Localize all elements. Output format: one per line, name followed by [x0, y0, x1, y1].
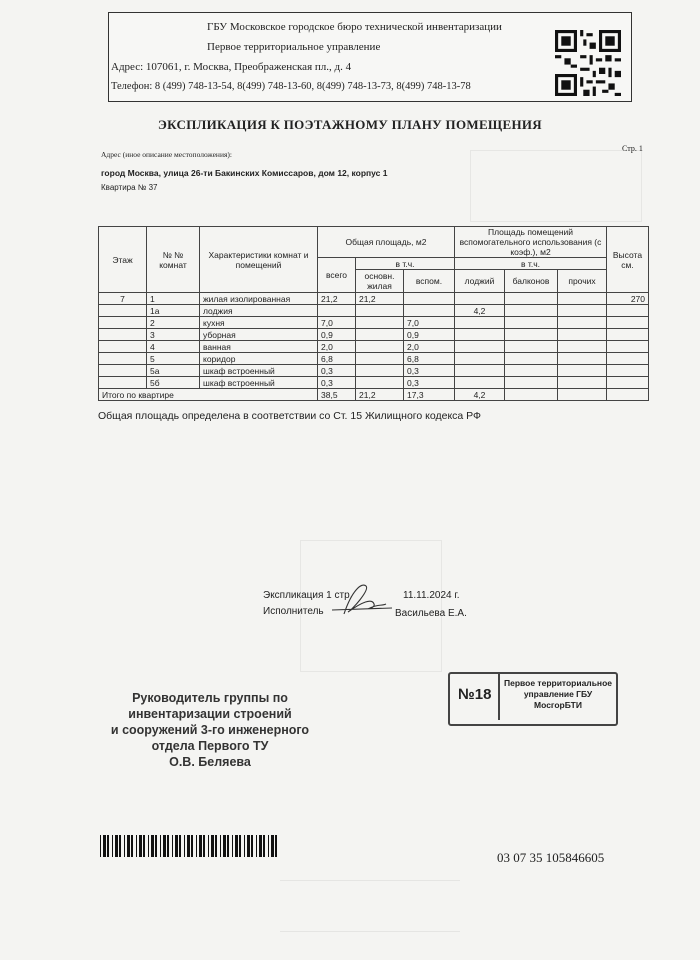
table-row: 5а шкаф встроенный 0,3 0,3 — [99, 365, 649, 377]
header-height: Высота см. — [607, 227, 649, 293]
header-aux-area: Площадь помещений вспомогательного использования (с коэф.), м2 — [455, 227, 607, 258]
explication-table — [98, 226, 649, 401]
sign-date: 11.11.2024 г. — [403, 590, 460, 601]
header-total-area: Общая площадь, м2 — [318, 227, 455, 258]
stamp-number: №18 — [458, 686, 492, 703]
org-address: Адрес: 107061, г. Москва, Преображенская пл., д. 4 — [111, 61, 352, 73]
header-loggia: лоджий — [455, 270, 505, 293]
table-row: 5б шкаф встроенный 0,3 0,3 — [99, 377, 649, 389]
header-all: всего — [318, 258, 356, 293]
document-number: 03 07 35 105846605 — [497, 850, 605, 865]
org-name: ГБУ Московское городское бюро технической инвентаризации — [207, 21, 502, 33]
header-box — [108, 12, 632, 102]
qr-code-icon — [555, 30, 621, 96]
header-main: основн. жилая — [356, 270, 404, 293]
table-row: 5 коридор 6,8 6,8 — [99, 353, 649, 365]
office-stamp — [448, 672, 618, 726]
header-incl-aux: в т.ч. — [455, 258, 607, 270]
head-line: и сооружений 3-го инженерного — [110, 723, 310, 737]
document-title: ЭКСПЛИКАЦИЯ К ПОЭТАЖНОМУ ПЛАНУ ПОМЕЩЕНИЯ — [158, 117, 542, 132]
header-incl: в т.ч. — [356, 258, 455, 270]
page-label: Стр. 1 — [622, 144, 643, 153]
table-total-row: Итого по квартире 38,5 21,2 17,3 4,2 — [99, 389, 649, 401]
department-name: Первое территориальное управление — [207, 41, 381, 53]
header-characteristics: Характеристики комнат и помещений — [200, 227, 318, 293]
head-line: Руководитель группы по — [132, 691, 288, 705]
head-line: отдела Первого ТУ — [151, 739, 269, 753]
executor-name: Васильева Е.А. — [395, 608, 467, 619]
head-name: О.В. Беляева — [169, 755, 251, 769]
property-address: город Москва, улица 26-ти Бакинских Комиссаров, дом 12, корпус 1 — [101, 168, 388, 178]
header-floor: Этаж — [99, 227, 147, 293]
table-row: 4 ванная 2,0 2,0 — [99, 341, 649, 353]
bleed-through-artifact — [280, 880, 460, 932]
header-room-no: № № комнат — [147, 227, 200, 293]
table-row: 3 уборная 0,9 0,9 — [99, 329, 649, 341]
executor-label: Исполнитель — [263, 606, 324, 617]
head-line: инвентаризации строений — [128, 707, 292, 721]
header-vspom: вспом. — [404, 270, 455, 293]
stamp-text: Первое территориальное управление ГБУ МосгорБТИ — [504, 678, 612, 710]
header-balcony: балконов — [505, 270, 558, 293]
signature-icon — [322, 580, 397, 620]
table-row: 2 кухня 7,0 7,0 — [99, 317, 649, 329]
header-other: прочих — [558, 270, 607, 293]
barcode-icon — [100, 835, 280, 857]
apartment-number: Квартира № 37 — [101, 183, 158, 192]
table-row: 7 1 жилая изолированная 21,2 21,2 270 — [99, 293, 649, 305]
bleed-through-artifact — [470, 150, 642, 222]
address-label: Адрес (иное описание местоположения): — [101, 150, 232, 159]
explication-pages-label: Экспликация 1 стр. — [263, 590, 353, 601]
group-head-block — [100, 690, 320, 770]
area-note: Общая площадь определена в соответствии со Ст. 15 Жилищного кодекса РФ — [98, 410, 482, 422]
table-row: 1а лоджия 4,2 — [99, 305, 649, 317]
org-phones: Телефон: 8 (499) 748-13-54, 8(499) 748-13-60, 8(499) 748-13-73, 8(499) 748-13-78 — [111, 81, 471, 92]
